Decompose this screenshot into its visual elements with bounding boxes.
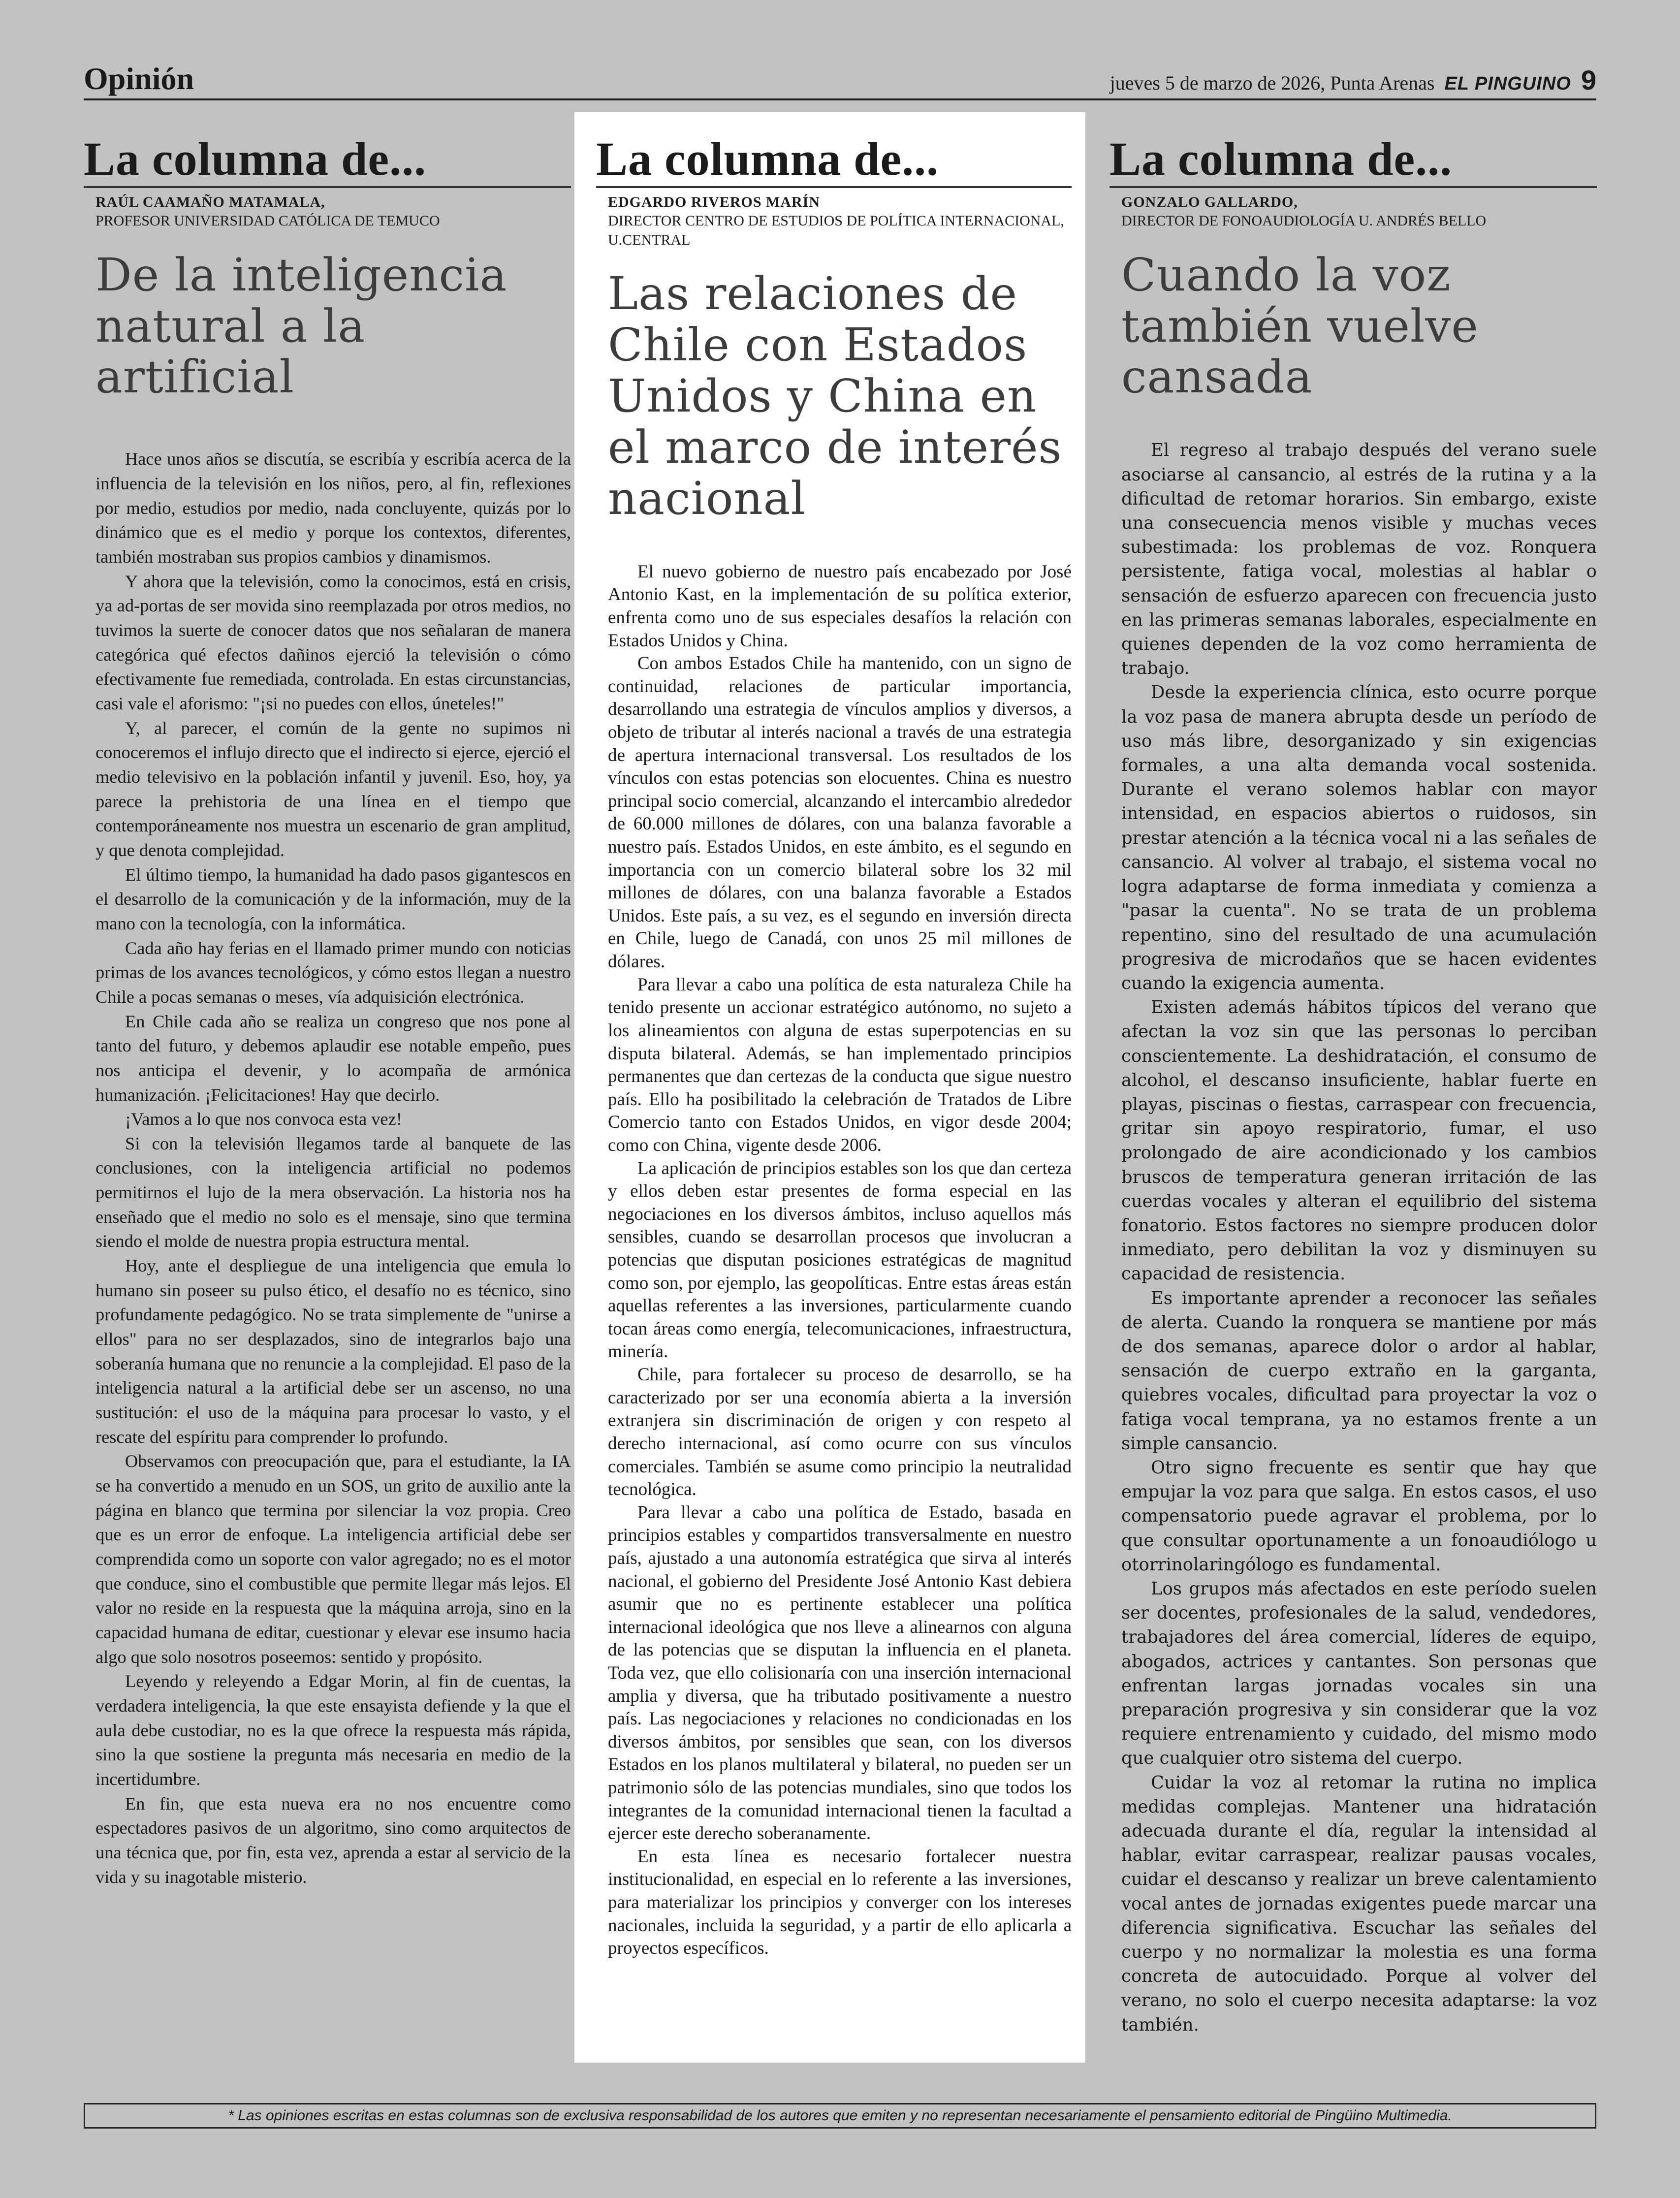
paragraph: Para llevar a cabo una política de Estado, basada en principios estables y compartidos transversalmente en nuestro país, ajustado a una autonomía estratégica que sirva al interés nacional, el gobierno del Presidente José Antonio Kast debiera asumir que no es pertinente establecer una política internacional ideológica que nos lleve a alinearnos con alguna de las potencias que se disputan la influencia en el planeta. Toda vez, que ello colisionaría con una inserción internacional amplia y diversa, que ha tributado positivamente a nuestro país. Las negociaciones y relaciones no condicionadas en los diversos ámbitos, por sensibles que sean, con los diversos Estados en los planos multilateral y bilateral, no pueden ser un patrimonio sólo de las potencias mundiales, sino que todos los integrantes de la comunidad internacional tienen la facultad a ejercer este derecho soberanamente. bbox=[608, 1502, 1072, 1844]
author-role: DIRECTOR DE FONOAUDIOLOGÍA U. ANDRÉS BELLO bbox=[1121, 213, 1487, 229]
paragraph: Leyendo y releyendo a Edgar Morin, al fin de cuentas, la verdadera inteligencia, la que este ensayista defiende y la que el aula debe custodiar, no es la que ofrece la respuesta más rápida, sino la que sostiene la pregunta más necesaria en medio de la incertidumbre. bbox=[95, 1671, 571, 1789]
disclaimer-box bbox=[84, 2103, 1596, 2129]
article-body bbox=[1121, 438, 1597, 2037]
paragraph: Y ahora que la televisión, como la conocimos, está en crisis, ya ad-portas de ser movida sino reemplazada por otros medios, no tuvimos la suerte de conocer datos que nos señalaran de manera categórica qué efectos dañinos ejerció la televisión o cómo efectivamente fue remediada, controlada. En estas circunstancias, casi vale el aforismo: "¡si no puedes con ellos, úneteles!" bbox=[95, 571, 571, 713]
paragraph: Observamos con preocupación que, para el estudiante, la IA se ha convertido a menudo en un SOS, un grito de auxilio ante la página en blanco que termina por silenciar la voz propia. Creo que es un error de enfoque. La inteligencia artificial debe ser comprendida como un soporte con valor agregado; no es el motor que conduce, sino el combustible que permite llegar más lejos. El valor no reside en la respuesta que la máquina arroja, sino en la capacidad humana de editar, cuestionar y elevar ese insumo hacia algo que solo nosotros poseemos: sentido y propósito. bbox=[95, 1451, 571, 1667]
paragraph: Si con la televisión llegamos tarde al banquete de las conclusiones, con la inteligencia artificial no podemos permitirnos el lujo de la mera observación. La historia nos ha enseñado que el medio no solo es el mensaje, sino que termina siendo el molde de nuestra propia estructura mental. bbox=[95, 1133, 571, 1251]
page-number: 9 bbox=[1581, 64, 1596, 96]
article-title: Cuando la voz también vuelve cansada bbox=[1121, 248, 1479, 404]
disclaimer-text: * Las opiniones escritas en estas columnas son de exclusiva responsabilidad de los autores que emiten y no representan necesariamente el pensamiento editorial de Pingüino Multimedia. bbox=[228, 2107, 1452, 2124]
author-name: EDGARDO RIVEROS MARÍN bbox=[608, 193, 821, 210]
column-author bbox=[1121, 193, 1597, 231]
paragraph: Otro signo frecuente es sentir que hay que empujar la voz para que salga. En estos casos, el uso compensatorio puede agravar el problema, por lo que consultar oportunamente a un fonoaudiólogo u otorrinolaringólogo es fundamental. bbox=[1121, 1457, 1597, 1575]
paragraph: El último tiempo, la humanidad ha dado pasos gigantescos en el desarrollo de la comunicación y de la información, muy de la mano con la tecnología, con la informática. bbox=[95, 864, 571, 933]
paragraph: Desde la experiencia clínica, esto ocurre porque la voz pasa de manera abrupta desde un período de uso más libre, desorganizado y sin exigencias formales, a una alta demanda vocal sostenida. Durante el verano solemos hablar con mayor intensidad, en espacios abiertos o ruidosos, sin prestar atención a la técnica vocal ni a las señales de cansancio. Al volver al trabajo, el sistema vocal no logra adaptarse de forma inmediata y comienza a "pasar la cuenta". No se trata de un problema repentino, sino del resultado de una acumulación progresiva de microdaños que se hacen evidentes cuando la exigencia aumenta. bbox=[1121, 682, 1597, 993]
section-title: Opinión bbox=[84, 61, 194, 96]
column-kicker: La columna de... bbox=[84, 134, 571, 188]
author-name: RAÚL CAAMAÑO MATAMALA, bbox=[95, 193, 325, 210]
paragraph: En esta línea es necesario fortalecer nuestra institucionalidad, en especial en lo referente a las inversiones, para materializar los principios y converger con los intereses nacionales, incluida la seguridad, y a partir de ello aplicarla a proyectos específicos. bbox=[608, 1846, 1072, 1959]
article-body bbox=[608, 561, 1072, 1960]
column-author bbox=[608, 193, 1072, 250]
paragraph: Los grupos más afectados en este período suelen ser docentes, profesionales de la salud, vendedores, trabajadores del área comercial, líderes de equipo, abogados, actrices y cantantes. Son personas que enfrentan largas jornadas vocales sin una preparación progresiva y sin considerar que la voz requiere entrenamiento y cuidado, del mismo modo que cualquier otro sistema del cuerpo. bbox=[1121, 1578, 1597, 1769]
paragraph: En Chile cada año se realiza un congreso que nos pone al tanto del futuro, y debemos aplaudir ese notable empeño, pues nos anticipa el devenir, y lo acompaña de armónica humanización. ¡Felicitaciones! Hay que decirlo. bbox=[95, 1011, 571, 1105]
header-meta bbox=[1110, 66, 1596, 95]
author-role: PROFESOR UNIVERSIDAD CATÓLICA DE TEMUCO bbox=[95, 213, 440, 229]
column-kicker: La columna de... bbox=[596, 134, 1072, 188]
paragraph: Y, al parecer, el común de la gente no supimos ni conoceremos el influjo directo que el indirecto si ejerce, ejerció el medio televisivo en la población infantil y juvenil. Eso, hoy, ya parece la prehistoria de una línea en el tiempo que contemporáneamente nos muestra un escenario de gran amplitud, y que denota complejidad. bbox=[95, 718, 571, 860]
column-2 bbox=[574, 112, 1085, 2063]
paragraph: Es importante aprender a reconocer las señales de alerta. Cuando la ronquera se mantiene por más de dos semanas, aparece dolor o ardor al hablar, sensación de cuerpo extraño en la garganta, quiebres vocales, dificultad para proyectar la voz o fatiga vocal temprana, ya no estamos frente a un simple cansancio. bbox=[1121, 1288, 1597, 1454]
paragraph: Cada año hay ferias en el llamado primer mundo con noticias primas de los avances tecnológicos, y cómo estos llegan a nuestro Chile a pocas semanas o meses, vía adquisición electrónica. bbox=[95, 938, 571, 1007]
article-body bbox=[95, 447, 571, 1889]
column-kicker: La columna de... bbox=[1109, 134, 1597, 188]
paragraph: El regreso al trabajo después del verano suele asociarse al cansancio, al estrés de la rutina y a la dificultad de retomar horarios. Sin embargo, existe una consecuencia menos visible y muchas veces subestimada: los problemas de voz. Ronquera persistente, fatiga vocal, molestias al hablar o sensación de esfuerzo aparecen con frecuencia justo en las primeras semanas laborales, especialmente en quienes dependen de la voz como herramienta de trabajo. bbox=[1121, 440, 1597, 679]
paragraph: La aplicación de principios estables son los que dan certeza y ellos deben estar presentes de forma especial en las negociaciones en los diversos ámbitos, incluso aquellos más sensibles, cuando se desarrollan procesos que involucran a potencias que disputan posiciones estratégicas de magnitud como son, por ejemplo, las geopolíticas. Entre estas áreas están aquellas referentes a las inversiones, particularmente cuando tocan áreas como energía, telecomunicaciones, infraestructura, minería. bbox=[608, 1158, 1072, 1362]
paragraph: ¡Vamos a lo que nos convoca esta vez! bbox=[125, 1109, 402, 1129]
paragraph: Para llevar a cabo una política de esta naturaleza Chile ha tenido presente un accionar estratégico autónomo, no sujeto a los alineamientos con alguna de estas superpotencias en su disputa bilateral. Además, se han implementado principios permanentes que dan certezas de la conducta que sigue nuestro país. Ello ha posibilitado la celebración de Tratados de Libre Comercio tanto con Estados Unidos, en vigor desde 2004; como con China, vigente desde 2006. bbox=[608, 974, 1072, 1155]
author-name: GONZALO GALLARDO, bbox=[1121, 193, 1298, 210]
paragraph: Hace unos años se discutía, se escribía y escribía acerca de la influencia de la televisión en los niños, pero, al fin, reflexiones por medio, estudios por medio, nada concluyente, quizás por lo dinámico que es el medio y porque los contextos, diferentes, también mostraban sus propios cambios y dinamismos. bbox=[95, 449, 571, 567]
column-author bbox=[95, 193, 571, 231]
publication-date: jueves 5 de marzo de 2026, Punta Arenas bbox=[1109, 72, 1435, 94]
author-role: DIRECTOR CENTRO DE ESTUDIOS DE POLÍTICA INTERNACIONAL, U.CENTRAL bbox=[608, 213, 1064, 248]
paragraph: Existen además hábitos típicos del verano que afectan la voz sin que las personas lo perciban conscientemente. La deshidratación, el consumo de alcohol, el descanso insuficiente, hablar fuerte en playas, piscinas o fiestas, carraspear con frecuencia, gritar sin apoyo respiratorio, fumar, el uso prolongado de aire acondicionado y los cambios bruscos de temperatura generan irritación de las cuerdas vocales y alteran el equilibrio del sistema fonatorio. Estos factores no siempre producen dolor inmediato, pero debilitan la voz y disminuyen su capacidad de resistencia. bbox=[1121, 997, 1597, 1284]
article-title: Las relaciones de Chile con Estados Unidos y China en el marco de interés nacional bbox=[608, 267, 1062, 525]
paragraph: Chile, para fortalecer su proceso de desarrollo, se ha caracterizado por ser una economía abierta a la inversión extranjera sin discriminación de origen y con respeto al derecho internacional, así como ocurre con sus vínculos comerciales. También se asume como principio la neutralidad tecnológica. bbox=[608, 1365, 1072, 1500]
paragraph: El nuevo gobierno de nuestro país encabezado por José Antonio Kast, en la implementación de su política exterior, enfrenta como uno de sus especiales desafíos la relación con Estados Unidos y China. bbox=[608, 561, 1072, 651]
page-header bbox=[84, 58, 1596, 100]
paragraph: En fin, que esta nueva era no nos encuentre como espectadores pasivos de un algoritmo, sino como arquitectos de una técnica que, por fin, esta vez, aprenda a estar al servicio de la vida y su inagotable misterio. bbox=[95, 1793, 571, 1887]
paragraph: Con ambos Estados Chile ha mantenido, con un signo de continuidad, relaciones de particular importancia, desarrollando una estrategia de vínculos amplios y diversos, a objeto de tributar al interés nacional a través de una estrategia de apertura internacional transversal. Los resultados de los vínculos con estas potencias son elocuentes. China es nuestro principal socio comercial, alcanzando el intercambio alrededor de 60.000 millones de dólares, con una balanza favorable a nuestro país. Estados Unidos, en este ámbito, es el segundo en importancia con un comercio bilateral sobre los 32 mil millones de dólares, con una balanza favorable a Estados Unidos. Este país, a su vez, es el segundo en inversión directa en Chile, luego de Canadá, con unos 25 mil millones de dólares. bbox=[608, 653, 1072, 972]
newspaper-logo: EL PINGUINO bbox=[1444, 73, 1571, 94]
paragraph: Hoy, ante el despliegue de una inteligencia que emula lo humano sin poseer su pulso ético, el desafío no es técnico, sino profundamente pedagógico. No se trata simplemente de "unirse a ellos" para no ser desplazados, sino de integrarlos bajo una soberanía humana que no renuncie a la complejidad. El paso de la inteligencia natural a la artificial debe ser un ascenso, no una sustitución: el uso de la máquina para procesar lo vasto, y el rescate del espíritu para comprender lo profundo. bbox=[95, 1256, 571, 1447]
article-title: De la inteligencia natural a la artificial bbox=[95, 248, 507, 404]
paragraph: Cuidar la voz al retomar la rutina no implica medidas complejas. Mantener una hidratación adecuada durante el día, regular la intensidad al hablar, evitar carraspear, realizar pausas vocales, cuidar el descanso y realizar un breve calentamiento vocal antes de jornadas exigentes puede marcar una diferencia significativa. Escuchar las señales del cuerpo y no normalizar la molestia es una forma concreta de autocuidado. Porque al volver del verano, no solo el cuerpo necesita adaptarse: la voz también. bbox=[1121, 1772, 1597, 2035]
